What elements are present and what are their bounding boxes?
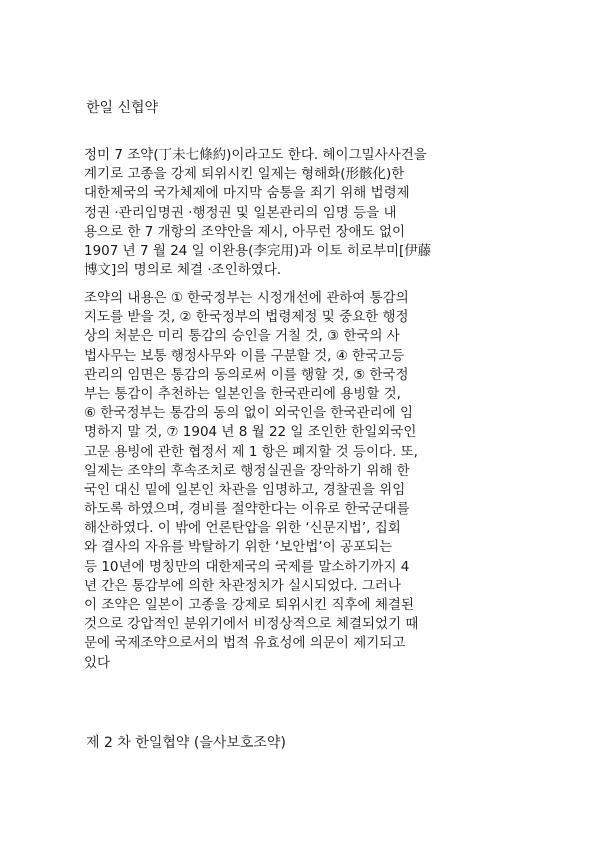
text-line: 것으로 강압적인 분위기에서 비정상적으로 체결되었기 때 <box>84 616 419 633</box>
text-line: ⑥ 한국정부는 통감의 동의 없이 외국인을 한국관리에 임 <box>84 405 414 422</box>
text-line: 국인 대신 밑에 일본인 차관을 임명하고, 경찰권을 위임 <box>84 481 406 498</box>
text-line: 1907 년 7 월 24 일 이완용(李完用)과 이토 히로부미[伊藤 <box>84 242 432 259</box>
section-heading-second-treaty: 제 2 차 한일협약 (을사보호조약) <box>86 735 286 751</box>
text-line: 정미 7 조약(丁未七條約)이라고도 한다. 헤이그밀사사건을 <box>84 147 427 163</box>
text-line: 문에 국제조약으로서의 법적 유효성에 의문이 제기되고 <box>84 635 406 652</box>
text-line: 일제는 조약의 후속조치로 행정실권을 장악하기 위해 한 <box>84 462 410 479</box>
text-line: 년 간은 통감부에 의한 차관정치가 실시되었다. 그러나 <box>84 577 401 594</box>
text-line: 해산하였다. 이 밖에 언론탄압을 위한 ‘신문지법’, 집회 <box>84 520 401 537</box>
paragraph-treaty-background <box>84 146 514 280</box>
text-line: 등 10년에 명칭만의 대한제국의 국제를 말소하기까지 4 <box>84 558 410 575</box>
section-heading-new-treaty: 한일 신협약 <box>86 100 159 116</box>
text-line: 관리의 임면은 통감의 동의로써 이를 행할 것, ⑤ 한국정 <box>84 366 409 383</box>
text-line: 대한제국의 국가체제에 마지막 숨통을 죄기 위해 법령제 <box>84 185 410 202</box>
text-line: 博文]의 명의로 체결 ·조인하였다. <box>84 262 282 279</box>
text-line: 지도를 받을 것, ② 한국정부의 법령제정 및 중요한 행정 <box>84 309 409 326</box>
text-line: 상의 처분은 미리 통감의 승인을 거칠 것, ③ 한국의 사 <box>84 328 400 345</box>
text-line: 계기로 고종을 강제 퇴위시킨 일제는 형해화(形骸化)한 <box>84 166 405 183</box>
paragraph-treaty-contents <box>84 289 514 673</box>
text-line: 법사무는 보통 행정사무와 이를 구분할 것, ④ 한국고등 <box>84 347 405 364</box>
text-line: 와 결사의 자유를 박탈하기 위한 ‘보안법’이 공포되는 <box>84 539 393 556</box>
text-line: 고문 용빙에 관한 협정서 제 1 항은 폐지할 것 등이다. 또, <box>84 443 418 460</box>
text-line: 부는 통감이 추천하는 일본인을 한국관리에 용빙할 것, <box>84 385 401 402</box>
text-line: 있다 <box>84 654 111 671</box>
text-line: 정권 ·관리임명권 ·행정권 및 일본관리의 임명 등을 내 <box>84 204 397 221</box>
text-line: 하도록 하였으며, 경비를 절약한다는 이유로 한국군대를 <box>84 501 410 518</box>
text-line: 명하지 말 것, ⑦ 1904 년 8 월 22 일 조인한 한일외국인 <box>84 424 417 441</box>
text-line: 용으로 한 7 개항의 조약안을 제시, 아무런 장애도 없이 <box>84 223 406 240</box>
text-line: 조약의 내용은 ① 한국정부는 시정개선에 관하여 통감의 <box>84 290 409 306</box>
text-line: 이 조약은 일본이 고종을 강제로 퇴위시킨 직후에 체결된 <box>84 597 414 613</box>
